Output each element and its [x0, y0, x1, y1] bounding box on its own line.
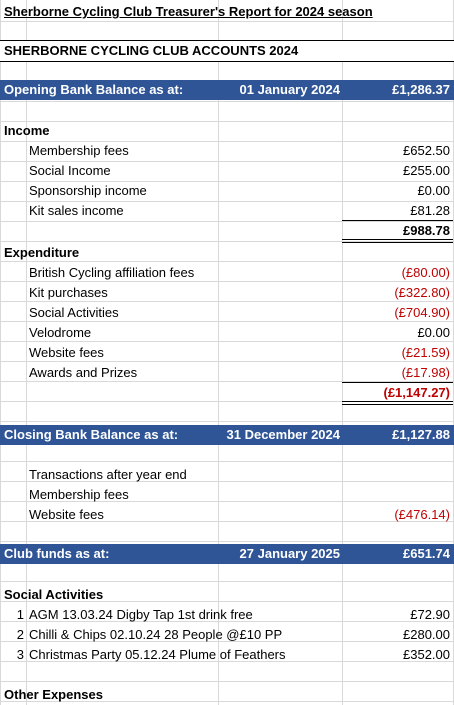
expenditure-label: Kit purchases	[29, 285, 108, 300]
income-label: Kit sales income	[29, 203, 124, 218]
club-funds-amount: £651.74	[403, 546, 450, 561]
social-row	[0, 605, 454, 625]
grid-row-line	[0, 101, 454, 102]
grid-row-line	[0, 461, 454, 462]
social-number: 3	[16, 647, 24, 662]
closing-balance-row	[0, 425, 454, 445]
accounts-heading-row	[0, 41, 454, 61]
income-row	[0, 181, 454, 201]
club-funds-date: 27 January 2025	[239, 546, 340, 561]
grid-row-line	[0, 421, 454, 422]
club-funds-row	[0, 544, 454, 564]
after-year-end-item	[0, 485, 454, 505]
opening-balance-amount: £1,286.37	[392, 82, 450, 97]
income-amount: £0.00	[417, 183, 450, 198]
social-heading: Social Activities	[4, 587, 104, 602]
expenditure-total: (£1,147.27)	[383, 385, 450, 400]
expenditure-amount: (£704.90)	[394, 305, 450, 320]
income-row	[0, 141, 454, 161]
after-year-end-row	[0, 465, 454, 485]
after-year-end-label: Membership fees	[29, 487, 129, 502]
social-amount: £352.00	[403, 647, 450, 662]
expenditure-amount: (£17.98)	[401, 365, 450, 380]
expenditure-label: Website fees	[29, 345, 104, 360]
title-row	[0, 2, 454, 22]
social-row	[0, 645, 454, 665]
grid-row-line	[0, 581, 454, 582]
club-funds-label: Club funds as at:	[4, 546, 110, 561]
closing-balance-amount: £1,127.88	[392, 427, 450, 442]
expenditure-row	[0, 283, 454, 303]
other-expenses-row	[0, 685, 454, 705]
income-amount: £255.00	[403, 163, 450, 178]
opening-balance-date: 01 January 2024	[239, 82, 340, 97]
expenditure-label: Social Activities	[29, 305, 119, 320]
income-label: Membership fees	[29, 143, 129, 158]
income-amount: £81.28	[410, 203, 450, 218]
income-row	[0, 201, 454, 221]
social-label: Christmas Party 05.12.24 Plume of Feathers	[29, 647, 286, 662]
social-amount: £280.00	[403, 627, 450, 642]
closing-balance-date: 31 December 2024	[226, 427, 340, 442]
expenditure-row	[0, 363, 454, 383]
expenditure-total-row	[0, 383, 454, 403]
social-number: 2	[16, 627, 24, 642]
expenditure-heading: Expenditure	[4, 245, 80, 260]
income-label: Sponsorship income	[29, 183, 147, 198]
income-row	[0, 161, 454, 181]
after-year-end-amount: (£476.14)	[394, 507, 450, 522]
after-year-end-amount	[342, 485, 450, 505]
social-label: AGM 13.03.24 Digby Tap 1st drink free	[29, 607, 253, 622]
income-total-row	[0, 221, 454, 241]
box-bottom	[0, 61, 454, 62]
expenditure-amount: £0.00	[417, 325, 450, 340]
expenditure-total-double-line	[342, 401, 453, 405]
expenditure-label: Awards and Prizes	[29, 365, 138, 380]
expenditure-label: British Cycling affiliation fees	[29, 265, 195, 280]
expenditure-amount: (£80.00)	[401, 265, 450, 280]
report-title: Sherborne Cycling Club Treasurer's Report for 2024 season	[4, 4, 373, 19]
income-total: £988.78	[403, 223, 450, 238]
after-year-end-item	[0, 505, 454, 525]
grid-row-line	[0, 681, 454, 682]
expenditure-row	[0, 263, 454, 283]
income-heading-row	[0, 121, 454, 141]
opening-balance-label: Opening Bank Balance as at:	[4, 82, 184, 97]
income-amount: £652.50	[403, 143, 450, 158]
accounts-heading: SHERBORNE CYCLING CLUB ACCOUNTS 2024	[4, 43, 299, 58]
social-row	[0, 625, 454, 645]
after-year-end-heading: Transactions after year end	[29, 467, 187, 482]
grid-row-line	[0, 541, 454, 542]
expenditure-row	[0, 343, 454, 363]
after-year-end-label: Website fees	[29, 507, 104, 522]
opening-balance-row	[0, 80, 454, 100]
social-label: Chilli & Chips 02.10.24 28 People @£10 PP	[29, 627, 283, 642]
expenditure-amount: (£322.80)	[394, 285, 450, 300]
social-amount: £72.90	[410, 607, 450, 622]
income-heading: Income	[4, 123, 50, 138]
expenditure-row	[0, 323, 454, 343]
expenditure-heading-row	[0, 243, 454, 263]
expenditure-label: Velodrome	[29, 325, 92, 340]
closing-balance-label: Closing Bank Balance as at:	[4, 427, 179, 442]
expenditure-row	[0, 303, 454, 323]
other-expenses-heading: Other Expenses	[4, 687, 103, 702]
social-heading-row	[0, 585, 454, 605]
social-number: 1	[16, 607, 24, 622]
income-label: Social Income	[29, 163, 111, 178]
expenditure-amount: (£21.59)	[401, 345, 450, 360]
